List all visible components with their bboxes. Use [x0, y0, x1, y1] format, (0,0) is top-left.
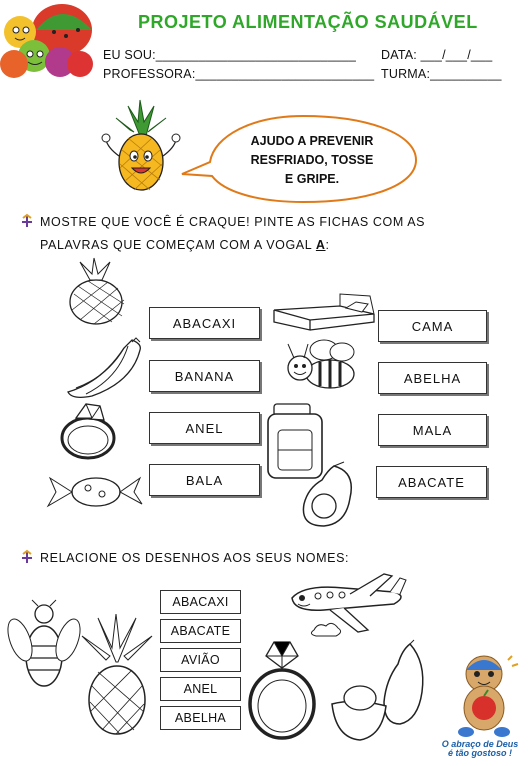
teacher-field[interactable]: PROFESSORA:_________________________ — [103, 67, 375, 81]
speech-bubble-text — [232, 132, 392, 189]
student-name-field[interactable]: EU SOU:____________________________ — [103, 48, 357, 62]
date-field[interactable]: DATA: ___/___/___ — [381, 48, 493, 62]
pineapple-drawing-2 — [76, 614, 158, 736]
word-card-abacate[interactable]: ABACATE — [376, 466, 487, 498]
word-card-banana[interactable]: BANANA — [149, 360, 260, 392]
name-box-anel[interactable]: ANEL — [160, 677, 241, 701]
logo-caption — [432, 740, 528, 758]
pineapple-drawing — [64, 258, 130, 328]
banana-drawing — [62, 336, 148, 402]
ring-drawing — [56, 400, 126, 464]
bullet-icon — [20, 214, 34, 228]
activity2-instruction: RELACIONE OS DESENHOS AOS SEUS NOMES: — [40, 551, 350, 565]
logo-line-1: O abraço de Deus — [441, 739, 519, 749]
bee-drawing — [278, 334, 362, 396]
word-card-cama[interactable]: CAMA — [378, 310, 487, 342]
candy-drawing — [44, 470, 144, 512]
avocado-drawing — [298, 462, 360, 532]
page-title: PROJETO ALIMENTAÇÃO SAUDÁVEL — [138, 12, 478, 32]
name-box-abacaxi[interactable]: ABACAXI — [160, 590, 241, 614]
name-box-abelha[interactable]: ABELHA — [160, 706, 241, 730]
class-field[interactable]: TURMA:__________ — [381, 67, 502, 81]
ring-drawing-2 — [244, 638, 324, 744]
activity1-line2-suffix: : — [325, 238, 330, 252]
logo-line-2: é tão gostoso ! — [447, 748, 512, 758]
activity1-line1: MOSTRE QUE VOCÊ É CRAQUE! PINTE AS FICHAS COM AS — [40, 215, 426, 229]
pineapple-mascot — [100, 100, 182, 196]
word-card-bala[interactable]: BALA — [149, 464, 260, 496]
logo-bear-icon — [446, 652, 522, 738]
speech-line-3: E GRIPE. — [284, 172, 340, 186]
word-card-anel[interactable]: ANEL — [149, 412, 260, 444]
speech-line-1: AJUDO A PREVENIR — [250, 134, 374, 148]
word-card-mala[interactable]: MALA — [378, 414, 487, 446]
airplane-drawing — [284, 572, 410, 642]
activity1-line2-prefix: PALAVRAS QUE COMEÇAM COM A VOGAL — [40, 238, 312, 252]
bullet-icon-2 — [20, 550, 34, 564]
activity1-vowel: A — [315, 238, 326, 252]
activity1-line2 — [40, 238, 330, 252]
name-box-abacate[interactable]: ABACATE — [160, 619, 241, 643]
bed-drawing — [270, 290, 378, 334]
fruits-illustration — [0, 0, 96, 86]
word-card-abelha[interactable]: ABELHA — [378, 362, 487, 394]
speech-line-2: RESFRIADO, TOSSE — [250, 153, 374, 167]
avocado-drawing-2 — [326, 640, 436, 744]
bee-drawing-2 — [10, 600, 80, 700]
name-box-aviao[interactable]: AVIÃO — [160, 648, 241, 672]
word-card-abacaxi[interactable]: ABACAXI — [149, 307, 260, 339]
